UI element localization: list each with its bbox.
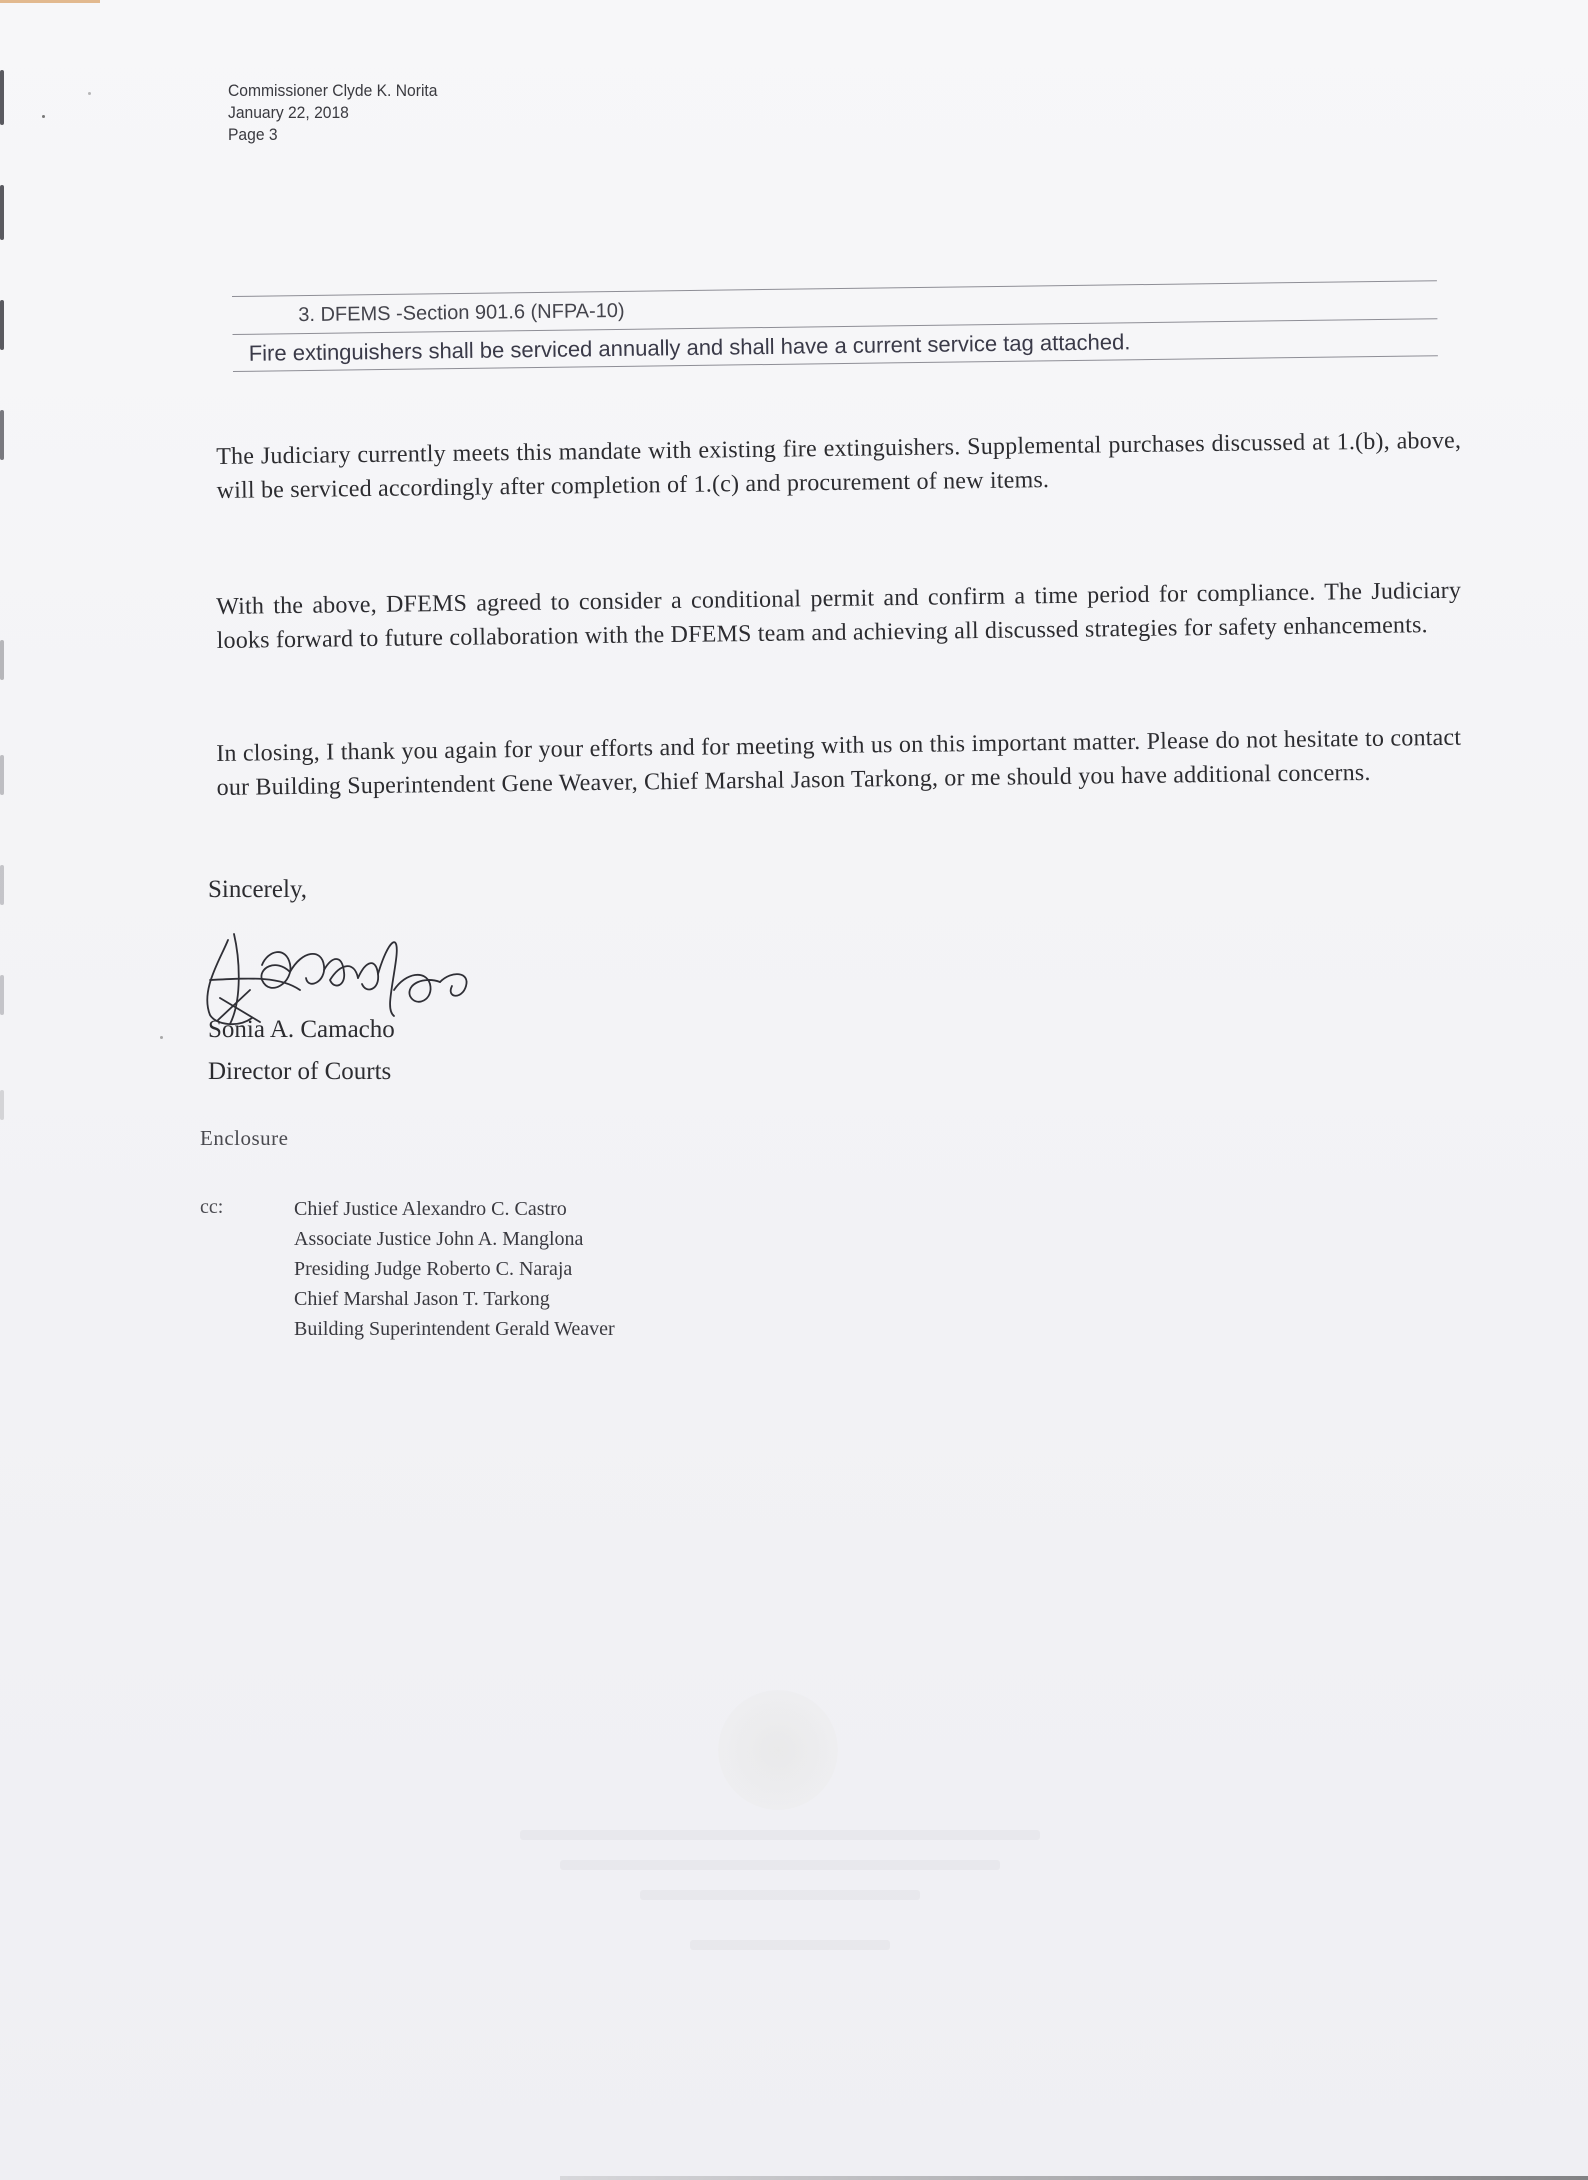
enclosure-note: Enclosure xyxy=(200,1126,289,1150)
bleedthrough-text xyxy=(560,1860,1000,1870)
binder-hole-mark xyxy=(0,865,4,905)
binder-hole-mark xyxy=(0,640,4,680)
date-line: January 22, 2018 xyxy=(228,103,349,122)
signatory-title: Director of Courts xyxy=(208,1058,392,1085)
speck xyxy=(42,115,45,118)
requirement-box xyxy=(232,280,1438,372)
requirement-title: 3. DFEMS -Section 901.6 (NFPA-10) xyxy=(298,299,625,327)
binder-hole-mark xyxy=(0,185,4,240)
body-paragraph: With the above, DFEMS agreed to consider a conditional permit and confirm a time period for compliance. The Judiciary looks forward to future collaboration with the DFEMS team and achieving all discussed strategies for safety enhancements. xyxy=(216,577,1462,654)
recipient-line: Commissioner Clyde K. Norita xyxy=(228,81,438,100)
body-paragraph: The Judiciary currently meets this mandate with existing fire extinguishers. Supplemental purchases discussed at 1.(b), above, will be serviced accordingly after completion of 1.(c) and procurement of new items. xyxy=(216,427,1462,504)
bleedthrough-text xyxy=(520,1830,1040,1840)
cc-recipient: Chief Marshal Jason T. Tarkong xyxy=(294,1288,550,1310)
speck xyxy=(160,1036,163,1039)
binder-hole-mark xyxy=(0,70,4,125)
cc-recipient: Associate Justice John A. Manglona xyxy=(294,1228,584,1250)
binder-hole-mark xyxy=(0,1090,4,1120)
binder-hole-mark xyxy=(0,755,4,795)
speck xyxy=(88,92,91,95)
salutation: Sincerely, xyxy=(208,876,308,903)
bleedthrough-text xyxy=(690,1940,890,1950)
page-bottom-edge xyxy=(560,2176,1588,2180)
binder-hole-mark xyxy=(0,975,4,1015)
bleedthrough-text xyxy=(640,1890,920,1900)
page-number: Page 3 xyxy=(228,125,278,144)
binder-hole-mark xyxy=(0,410,4,460)
body-paragraph: In closing, I thank you again for your efforts and for meeting with us on this important matter. Please do not hesitate to contact our Building Superintendent Gene Weaver, Chief Marshal Jason Tarkong, or me should you have additional concerns. xyxy=(216,724,1462,801)
page-top-edge xyxy=(0,0,100,3)
cc-label: cc: xyxy=(200,1196,224,1218)
letter-header xyxy=(228,80,437,146)
binder-hole-mark xyxy=(0,300,4,350)
cc-recipient: Presiding Judge Roberto C. Naraja xyxy=(294,1258,573,1280)
cc-recipient: Building Superintendent Gerald Weaver xyxy=(294,1318,615,1340)
cc-recipient: Chief Justice Alexandro C. Castro xyxy=(294,1198,567,1220)
requirement-text: Fire extinguishers shall be serviced annually and shall have a current service tag attached. xyxy=(248,329,1131,366)
cc-list xyxy=(294,1194,615,1344)
signatory-name: Sonia A. Camacho xyxy=(208,1016,395,1043)
faint-seal-bleedthrough xyxy=(718,1690,838,1810)
